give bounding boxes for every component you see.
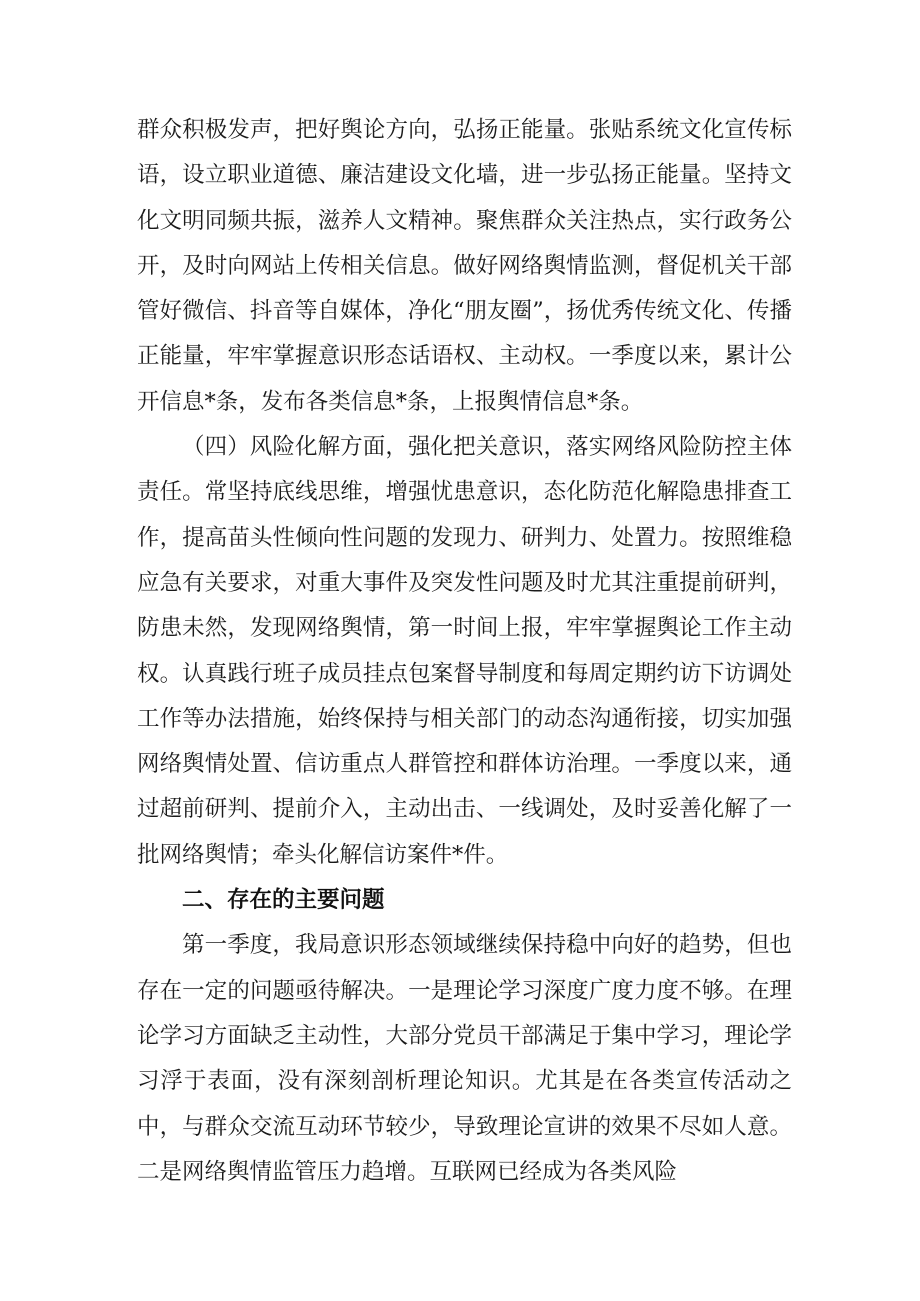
paragraph-risk-resolution: （四）风险化解方面，强化把关意识，落实网络风险防控主体责任。常坚持底线思维，增强忧患意识，态化防范化解隐患排查工作，提高苗头性倾向性问题的发现力、研判力、处置力。按照维稳应急有关要求，对重大事件及突发性问题及时尤其注重提前研判，防患未然，发现网络舆情，第一时间上报，牢牢掌握舆论工作主动权。认真践行班子成员挂点包案督导制度和每周定期约访下访调处工作等办法措施，始终保持与相关部门的动态沟通衔接，切实加强网络舆情处置、信访重点人群管控和群体访治理。一季度以来，通过超前研判、提前介入，主动出击、一线调处，及时妥善化解了一批网络舆情；牵头化解信访案件*件。	[137, 434, 792, 868]
paragraph-main-problems: 第一季度，我局意识形态领域继续保持稳中向好的趋势，但也存在一定的问题亟待解决。一是理论学习深度广度力度不够。在理论学习方面缺乏主动性，大部分党员干部满足于集中学习，理论学习浮于表面，没有深刻剖析理论知识。尤其是在各类宣传活动之中，与群众交流互动环节较少，导致理论宣讲的效果不尽如人意。二是网络舆情监管压力趋增。互联网已经成为各类风险	[137, 932, 792, 1185]
document-body	[137, 108, 792, 1195]
section-heading: 二、存在的主要问题	[182, 887, 385, 914]
paragraph-continuation: 群众积极发声，把好舆论方向，弘扬正能量。张贴系统文化宣传标语，设立职业道德、廉洁建设文化墙，进一步弘扬正能量。坚持文化文明同频共振，滋养人文精神。聚焦群众关注热点，实行政务公开，及时向网站上传相关信息。做好网络舆情监测，督促机关干部管好微信、抖音等自媒体，净化“朋友圈”，扬优秀传统文化、传播正能量，牢牢掌握意识形态话语权、主动权。一季度以来，累计公开信息*条，发布各类信息*条，上报舆情信息*条。	[137, 117, 792, 415]
